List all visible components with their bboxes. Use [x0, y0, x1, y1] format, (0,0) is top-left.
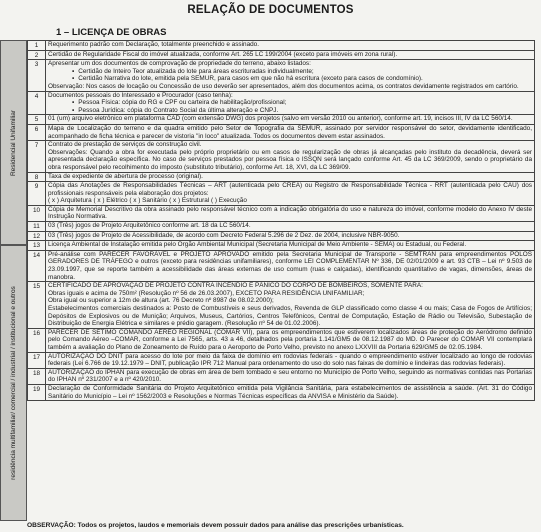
row-description — [46, 206, 534, 221]
row-description — [46, 115, 534, 124]
row-description — [46, 385, 534, 400]
row-number: 9 — [28, 182, 46, 205]
row-text-line: ▪ Pessoa Jurídica: cópia do Contrato Social da última alteração e CNPJ. — [48, 107, 532, 115]
row-description — [46, 251, 534, 281]
row-description — [46, 173, 534, 182]
row-number: 2 — [28, 51, 46, 60]
table-row — [27, 222, 535, 232]
row-text-line: Certidão de Regularidade Fiscal do imóvel atualizada, conforme Art. 265 LC 199/2004 (exceto para imóveis em zona rural). — [48, 50, 398, 58]
row-description — [46, 353, 534, 368]
sidebar-residential-label: Residencial Unifamiliar — [9, 109, 17, 176]
row-description — [46, 92, 534, 115]
table-row — [27, 41, 535, 51]
row-text-line: Cópia de Memorial Descritivo da obra assinado pelo responsável técnico com a indicação obrigatória do uso e natureza do imóvel, conforme modelo do Anexo IV deste Instrução Normativa. — [48, 205, 532, 221]
sidebar-multifamily-label: residência multifamiliar/ comercial / industrial / institucional e outros — [9, 286, 17, 480]
row-description — [46, 51, 534, 60]
section-title: 1 – LICENÇA DE OBRAS — [56, 27, 167, 38]
row-number: 7 — [28, 141, 46, 171]
document-title: RELAÇÃO DE DOCUMENTOS — [187, 4, 354, 16]
row-text-line: CERTIFICADO DE APROVAÇÃO DE PROJETO CONTRA INCÊNDIO E PÂNICO DO CORPO DE BOMBEIROS, SOMENTE PARA: — [48, 282, 423, 290]
row-number: 10 — [28, 206, 46, 221]
row-description — [46, 282, 534, 328]
row-number: 8 — [28, 173, 46, 182]
table-row — [27, 115, 535, 125]
row-text-line: Pré-análise com PARECER FAVORÁVEL e PROJETO APROVADO emitido pela Secretaria Municipal de Transporte - SEMTRAN para empreendimentos PÓLOS GERADORES DE TRÁFEGO e outros (exceto para residências unifamiliares), conforme LEI COMPLEMENTAR Nº 336, DE 02/01/2009 e art. 93 CTB – Lei nº 9.503 de 23.09.1997, que se reporte também a acessibilidade das áreas externas de uso comum (ruas e calçadas), identificando quantitativo de vagas, dimensões, áreas de manobra. — [48, 250, 532, 281]
row-description — [46, 222, 534, 231]
table-row — [27, 241, 535, 251]
table-row — [27, 353, 535, 369]
row-number: 13 — [28, 241, 46, 250]
row-text-line: ▪ Certidão de Inteiro Teor atualizada do lote para áreas escrituradas individualmente; — [48, 68, 532, 76]
row-text-line: Observação: Nos casos de locação ou Concessão de uso deverão ser apresentados, além dos documentos acima, os contratos devidamente registrados em cartório. — [48, 82, 519, 90]
row-description — [46, 182, 534, 205]
table-row — [27, 251, 535, 282]
row-text-line: AUTORIZAÇÃO DO DNIT para acesso do lote por meio da faixa de domínio em rodovias federais - quando o empreendimento estiver localizado ao longo de rodovias federais (Lei 6.766 de 19.12.1979 – DNIT, publicação IPR 712 Manual para ordenamento do uso do solo nas faixas de domínio e lindeiras das rodovias federais). — [48, 352, 532, 368]
row-description — [46, 125, 534, 140]
row-text-line: 01 (um) arquivo eletrônico em plataforma CAD (com extensão DWG) dos projetos (salvo em versão 2010 ou anterior), conforme art. 19, incisos III, IV da LC 560/14. — [48, 115, 513, 123]
table-row — [27, 369, 535, 385]
row-number: 5 — [28, 115, 46, 124]
row-description — [46, 60, 534, 90]
table-row — [27, 329, 535, 353]
document-table — [27, 40, 535, 401]
row-description — [46, 329, 534, 352]
row-text-line: Contrato de prestação de serviços de construção civil. — [48, 141, 202, 149]
row-text-line: Cópia das Anotações de Responsabilidades Técnicas – ART (autenticada pelo CREA) ou Registro de Responsabilidade Técnica - RRT (autenticada pelo CAU) dos profissionais responsáveis pela elaboração dos projetos: — [48, 182, 532, 197]
row-text-line: Documentos pessoais do Interessado e Procurador (caso tenha): — [48, 91, 233, 99]
row-text-line: ▪ Certidão Narrativa do lote, emitida pela SEMUR, para casos em que não há escritura (exceto para casos de condomínio). — [48, 75, 532, 83]
table-row — [27, 182, 535, 206]
table-row — [27, 385, 535, 401]
row-text-line: Observações: Quando a obra for executada pelo próprio proprietário ou em casos de regularização de obras já alcançadas pelo instituto da decadência, deverá ser apresentada declaração específica. No caso de serviços prestados por pessoa física o ISSQN será lançado conforme Art. 45 da LC 369/2009, sendo o proprietário da obra responsável pelo recolhimento do imposto (substituto tributário), conforme Art. 18, XVI, da LC 369/09. — [48, 148, 532, 171]
row-text-line: Estabelecimentos comerciais destinados a: Posto de Combustíveis e seus derivados, Revenda de GLP classificado como classe 4 ou mais; Casa de Fogos de Artifícios; Depósitos de Explosivos ou de Munição; Arquivos, Museus, Cartórios, Centros Telefônicos, Central de Computação, Estação de Rádio ou Televisão, Subestação de Distribuição de Energia Elétrica e similares e prédio garagem. (Resolução nº 54 de 01.02.2006). — [48, 305, 532, 328]
row-description — [46, 369, 534, 384]
row-number: 4 — [28, 92, 46, 115]
row-number: 11 — [28, 222, 46, 231]
row-text-line: Declaração de Conformidade Sanitária do Projeto Arquitetônico emitida pela Vigilância Sanitária, para estabelecimentos de assistência a saúde. (Art. 31 do Código Sanitário do Município – Lei nº 1562/2003 e Resoluções e Normas Técnicas específicas da ANVISA e Ministério da Saúde). — [48, 384, 532, 400]
table-row — [27, 125, 535, 141]
row-text-line: 03 (Três) jogos de Projeto Arquitetônico conforme art. 18 da LC 560/14. — [48, 222, 251, 230]
row-number: 15 — [28, 282, 46, 328]
row-number: 12 — [28, 232, 46, 241]
table-row — [27, 60, 535, 91]
row-text-line: ( x ) Arquitetura ( x ) Elétrico ( x ) Sanitário ( x ) Estrutural ( ) Execução — [48, 197, 247, 205]
row-text-line: Obra igual ou superior a 12m de altura (art. 76 Decreto nº 8987 de 08.02.2000); — [48, 297, 274, 305]
row-text-line: Mapa de Localização do terreno e da quadra emitido pelo Setor de Topografia da SEMUR, assinado por servidor responsável do setor, devidamente identificado, acompanhado de ficha técnica e parecer de vistoria "in loco" atualizada. Todos os documentos devem estar assinados. — [48, 124, 532, 140]
row-text-line: PARECER DE SÉTIMO COMANDO AÉREO REGIONAL (COMAR VII), para os empreendimentos que estiverem localizados áreas de proteção do Aeródromo definido pelo Comando Aéreo –COMAR, conforme a Lei 7565, arts. 43 a 46, detalhados pela portaria 1.141/GM5 de 08.12.1987 do MD. O Parecer do COMAR VII contemplará também a avaliação do Plano de Zoneamento de Ruído para o Aeroporto de Porto Velho, previsto no anexo LXXVIII da Portaria 629/GM5 de 02.05.1984. — [48, 328, 532, 351]
table-row — [27, 173, 535, 183]
row-number: 6 — [28, 125, 46, 140]
row-text-line: Obras iguais e acima de 750m² (Resolução nº 56 de 26.03.2007), EXCETO PARA RESIDÊNCIA UNIFAMILIAR; — [48, 289, 365, 297]
row-number: 19 — [28, 385, 46, 400]
table-row — [27, 206, 535, 222]
row-number: 3 — [28, 60, 46, 90]
table-row — [27, 51, 535, 61]
row-description — [46, 241, 534, 250]
row-description — [46, 41, 534, 50]
table-row — [27, 232, 535, 242]
sidebar-multifamily — [0, 245, 27, 521]
row-number: 18 — [28, 369, 46, 384]
row-text-line: AUTORIZAÇÃO do IPHAN para execução de obras em área de bem tombado e seu entorno no Município de Porto Velho, seguindo as normativas contidas nas Portarias do IPHAN nº 231/2007 e a nº 420/2010. — [48, 368, 532, 384]
row-description — [46, 141, 534, 171]
row-text-line: Taxa de expediente de abertura de processo (original). — [48, 172, 203, 180]
table-row — [27, 282, 535, 329]
row-text-line: Requerimento padrão com Declaração, totalmente preenchido e assinado. — [48, 41, 260, 48]
observation-note: OBSERVAÇÃO: Todos os projetos, laudos e memoriais devem possuir dados para análise das prescrições urbanísticas. — [27, 522, 404, 529]
row-number: 1 — [28, 41, 46, 50]
row-text-line: Apresentar um dos documentos de comprovação de propriedade do terreno, abaixo listados: — [48, 60, 311, 68]
row-text-line: Licença Ambiental de Instalação emitida pelo Órgão Ambiental Municipal (Secretaria Municipal de Meio Ambiente - SEMA) ou Estadual, ou Federal. — [48, 241, 467, 249]
row-text-line: 03 (Três) jogos de Projeto de Acessibilidade, de acordo com Decreto Federal 5.296 de 2 Dez. de 2004, inclusive NBR-9050. — [48, 231, 400, 239]
row-text-line: ▪ Pessoa Física: cópia do RG e CPF ou carteira de habilitação/profissional; — [48, 99, 532, 107]
row-description — [46, 232, 534, 241]
row-number: 16 — [28, 329, 46, 352]
row-number: 17 — [28, 353, 46, 368]
table-row — [27, 92, 535, 116]
sidebar-residential — [0, 40, 27, 245]
table-row — [27, 141, 535, 172]
row-number: 14 — [28, 251, 46, 281]
